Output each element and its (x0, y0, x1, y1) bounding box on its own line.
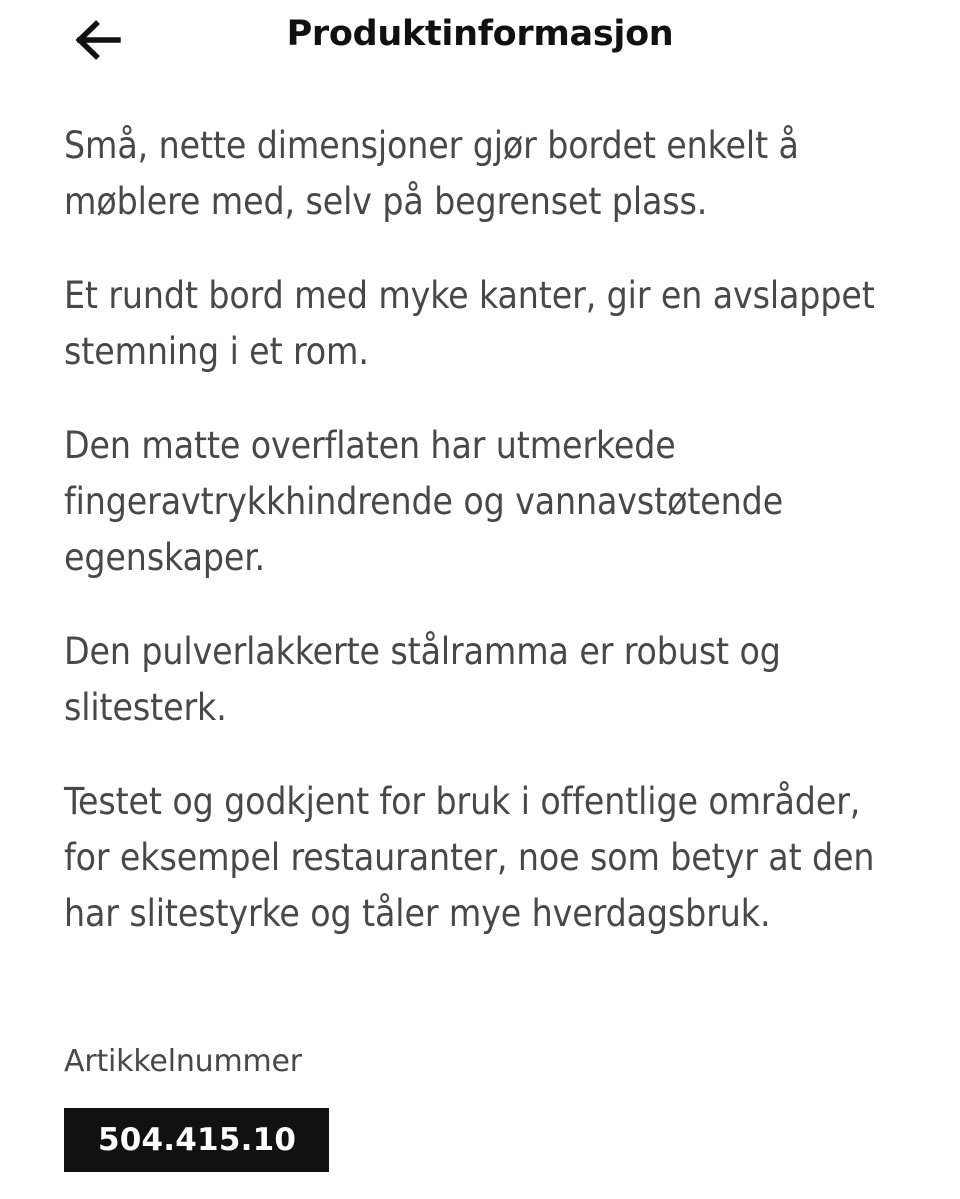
description-paragraph: Små, nette dimensjoner gjør bordet enkelt å møblere med, selv på begrenset plass. (64, 124, 799, 223)
description-paragraph: Den matte overflaten har utmerkede fingeravtrykkhindrende og vannavstøtende egenskaper. (64, 424, 784, 579)
description-paragraph: Testet og godkjent for bruk i offentlige områder, for eksempel restauranter, noe som betyr at den har slitestyrke og tåler mye hverdagsbruk. (64, 780, 875, 935)
description-paragraph: Et rundt bord med myke kanter, gir en avslappet stemning i et rom. (64, 274, 875, 373)
article-number-block (64, 1042, 876, 1172)
product-description (64, 118, 876, 942)
article-number-badge: 504.415.10 (64, 1108, 329, 1172)
description-paragraph: Den pulverlakkerte stålramma er robust og slitesterk. (64, 630, 781, 729)
article-number-label: Artikkelnummer (64, 1044, 302, 1079)
page-title: Produktinformasjon (286, 14, 674, 54)
page-header (0, 0, 960, 82)
